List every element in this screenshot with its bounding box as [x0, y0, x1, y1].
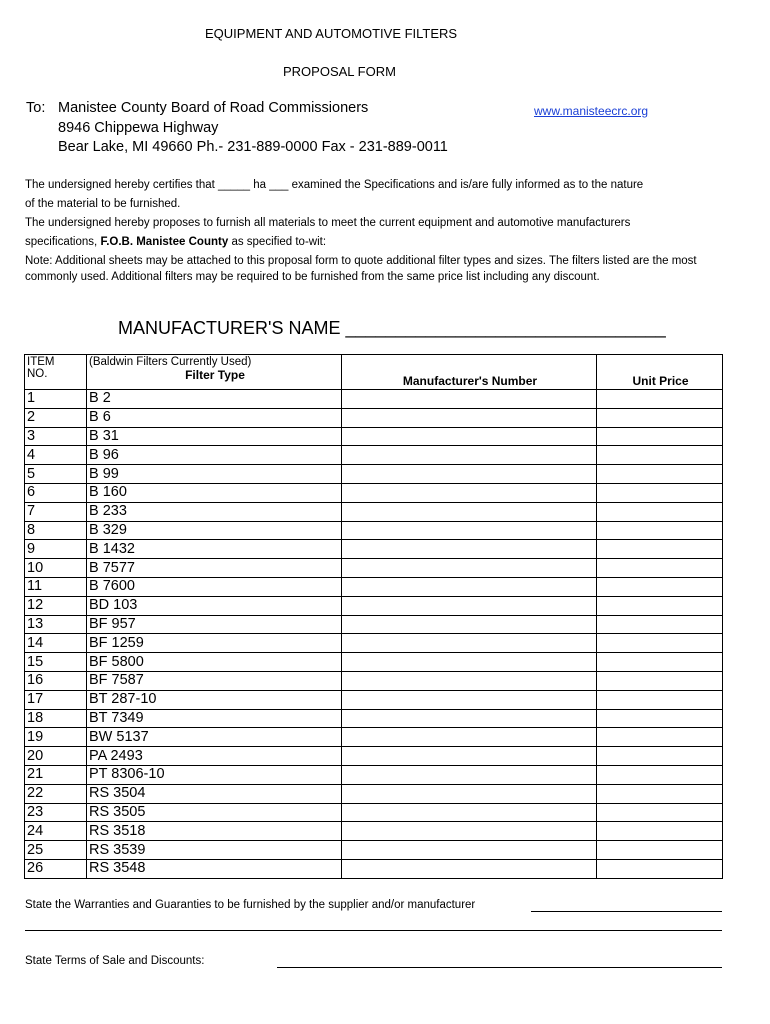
unit-price-cell[interactable]	[597, 859, 723, 878]
filter-type-cell: BF 957	[87, 615, 342, 634]
manufacturer-number-cell[interactable]	[342, 615, 597, 634]
table-row	[25, 559, 723, 578]
table-row	[25, 728, 723, 747]
to-label: To:	[26, 100, 46, 116]
table-row	[25, 709, 723, 728]
manufacturer-number-cell[interactable]	[342, 465, 597, 484]
filter-type-cell: RS 3539	[87, 841, 342, 860]
filter-type-cell: RS 3504	[87, 784, 342, 803]
filter-type-cell: B 96	[87, 446, 342, 465]
table-row	[25, 765, 723, 784]
table-row	[25, 427, 723, 446]
manufacturer-number-cell[interactable]	[342, 859, 597, 878]
unit-price-cell[interactable]	[597, 465, 723, 484]
table-row	[25, 483, 723, 502]
unit-price-cell[interactable]	[597, 728, 723, 747]
filter-table	[24, 354, 723, 879]
website-link[interactable]: www.manisteecrc.org	[534, 104, 649, 118]
filter-type-cell: BT 287-10	[87, 690, 342, 709]
unit-price-cell[interactable]	[597, 577, 723, 596]
table-row	[25, 446, 723, 465]
item-header-line2: NO.	[27, 368, 48, 380]
filter-type-cell: B 7577	[87, 559, 342, 578]
manufacturer-number-cell[interactable]	[342, 502, 597, 521]
manufacturer-number-cell[interactable]	[342, 559, 597, 578]
warranties-input-line-2[interactable]	[25, 930, 722, 931]
certify-text-2: of the material to be furnished.	[25, 198, 181, 210]
item-header-line1: ITEM	[27, 356, 55, 368]
manufacturer-number-cell[interactable]	[342, 728, 597, 747]
unit-price-cell[interactable]	[597, 765, 723, 784]
item-no-cell: 14	[25, 634, 87, 653]
manufacturer-number-cell[interactable]	[342, 765, 597, 784]
item-no-cell: 1	[25, 390, 87, 409]
unit-price-cell[interactable]	[597, 408, 723, 427]
propose-suffix: as specified to-wit:	[231, 236, 327, 248]
propose-text-2	[25, 234, 326, 250]
filter-type-cell: PT 8306-10	[87, 765, 342, 784]
table-row	[25, 859, 723, 878]
item-no-cell: 10	[25, 559, 87, 578]
filter-type-cell: B 329	[87, 521, 342, 540]
item-no-cell: 22	[25, 784, 87, 803]
filter-type-cell: BD 103	[87, 596, 342, 615]
unit-price-cell[interactable]	[597, 540, 723, 559]
item-no-cell: 18	[25, 709, 87, 728]
item-no-cell: 15	[25, 653, 87, 672]
item-no-cell: 11	[25, 577, 87, 596]
fob-terms: F.O.B. Manistee County	[100, 236, 229, 248]
item-no-cell: 26	[25, 859, 87, 878]
unit-price-cell[interactable]	[597, 615, 723, 634]
item-no-cell: 9	[25, 540, 87, 559]
manufacturer-number-cell[interactable]	[342, 483, 597, 502]
filter-type-cell: B 7600	[87, 577, 342, 596]
item-no-cell: 8	[25, 521, 87, 540]
table-row	[25, 390, 723, 409]
manufacturer-number-cell[interactable]	[342, 634, 597, 653]
filter-type-cell: B 99	[87, 465, 342, 484]
manufacturer-name-field[interactable]: MANUFACTURER'S NAME ________________________________	[118, 318, 666, 338]
table-row	[25, 784, 723, 803]
unit-price-cell[interactable]	[597, 803, 723, 822]
filter-type-cell: B 31	[87, 427, 342, 446]
unit-price-cell[interactable]	[597, 483, 723, 502]
propose-text-1: The undersigned hereby proposes to furnish all materials to meet the current equipment and automotive manufacturers	[25, 217, 631, 229]
unit-price-cell[interactable]	[597, 559, 723, 578]
warranties-label: State the Warranties and Guaranties to be furnished by the supplier and/or manufacturer	[25, 899, 476, 911]
form-title: EQUIPMENT AND AUTOMOTIVE FILTERS	[205, 26, 458, 41]
item-no-cell: 21	[25, 765, 87, 784]
manufacturer-number-cell[interactable]	[342, 427, 597, 446]
item-no-cell: 7	[25, 502, 87, 521]
item-no-cell: 23	[25, 803, 87, 822]
unit-price-cell[interactable]	[597, 841, 723, 860]
table-row	[25, 596, 723, 615]
table-row	[25, 690, 723, 709]
unit-price-cell[interactable]	[597, 634, 723, 653]
item-no-cell: 5	[25, 465, 87, 484]
recipient-city-phone: Bear Lake, MI 49660 Ph.- 231-889-0000 Fax - 231-889-0011	[58, 139, 448, 155]
filter-type-cell: RS 3548	[87, 859, 342, 878]
filter-type-cell: BW 5137	[87, 728, 342, 747]
filter-type-cell: B 160	[87, 483, 342, 502]
item-no-cell: 19	[25, 728, 87, 747]
manufacturer-number-cell[interactable]	[342, 784, 597, 803]
filter-type-cell: BF 7587	[87, 671, 342, 690]
filter-type-cell: RS 3518	[87, 822, 342, 841]
unit-price-cell[interactable]	[597, 747, 723, 766]
propose-prefix: specifications,	[25, 236, 98, 248]
table-row	[25, 671, 723, 690]
unit-price-cell[interactable]	[597, 653, 723, 672]
item-no-cell: 25	[25, 841, 87, 860]
manufacturer-number-cell[interactable]	[342, 596, 597, 615]
manufacturer-number-cell[interactable]	[342, 822, 597, 841]
item-no-header	[25, 355, 87, 390]
manufacturer-number-cell[interactable]	[342, 747, 597, 766]
terms-label: State Terms of Sale and Discounts:	[25, 955, 205, 967]
manufacturer-number-cell[interactable]	[342, 390, 597, 409]
unit-price-cell[interactable]	[597, 427, 723, 446]
unit-price-cell[interactable]	[597, 521, 723, 540]
filter-type-cell: B 1432	[87, 540, 342, 559]
unit-price-cell[interactable]	[597, 671, 723, 690]
table-row	[25, 653, 723, 672]
unit-price-cell[interactable]	[597, 784, 723, 803]
filter-type-cell: PA 2493	[87, 747, 342, 766]
filter-type-cell: B 2	[87, 390, 342, 409]
table-row	[25, 577, 723, 596]
table-row	[25, 747, 723, 766]
table-header-row	[25, 355, 723, 390]
filter-type-cell: BT 7349	[87, 709, 342, 728]
table-row	[25, 803, 723, 822]
recipient-name: Manistee County Board of Road Commissioners	[58, 100, 369, 116]
unit-price-header: Unit Price	[597, 355, 723, 390]
item-no-cell: 16	[25, 671, 87, 690]
filter-type-header-note: (Baldwin Filters Currently Used)	[89, 356, 252, 368]
table-row	[25, 540, 723, 559]
item-no-cell: 2	[25, 408, 87, 427]
table-row	[25, 841, 723, 860]
unit-price-cell[interactable]	[597, 390, 723, 409]
table-row	[25, 634, 723, 653]
unit-price-cell[interactable]	[597, 446, 723, 465]
warranties-input-line[interactable]	[531, 911, 722, 912]
manufacturer-number-cell[interactable]	[342, 540, 597, 559]
unit-price-cell[interactable]	[597, 709, 723, 728]
filter-type-cell: B 6	[87, 408, 342, 427]
table-row	[25, 465, 723, 484]
note-text: Note: Additional sheets may be attached to this proposal form to quote additional filter types and sizes. The filters listed are the most commonly used. Additional filters may be required to be furnished from the same price list including any discount.	[25, 255, 697, 283]
item-no-cell: 13	[25, 615, 87, 634]
filter-type-header	[87, 355, 342, 390]
unit-price-cell[interactable]	[597, 596, 723, 615]
manufacturer-number-cell[interactable]	[342, 709, 597, 728]
filter-type-cell: BF 5800	[87, 653, 342, 672]
manufacturer-number-cell[interactable]	[342, 803, 597, 822]
item-no-cell: 20	[25, 747, 87, 766]
item-no-cell: 12	[25, 596, 87, 615]
item-no-cell: 6	[25, 483, 87, 502]
manufacturer-number-cell[interactable]	[342, 408, 597, 427]
table-row	[25, 615, 723, 634]
manufacturer-number-cell[interactable]	[342, 446, 597, 465]
filter-type-cell: BF 1259	[87, 634, 342, 653]
table-row	[25, 502, 723, 521]
filter-type-cell: RS 3505	[87, 803, 342, 822]
item-no-cell: 4	[25, 446, 87, 465]
item-no-cell: 17	[25, 690, 87, 709]
unit-price-cell[interactable]	[597, 502, 723, 521]
certify-text-1: The undersigned hereby certifies that _____ ha ___ examined the Specifications and is/are fully informed as to the nature	[25, 179, 644, 191]
filter-type-cell: B 233	[87, 502, 342, 521]
manufacturer-number-cell[interactable]	[342, 690, 597, 709]
manufacturer-number-cell[interactable]	[342, 577, 597, 596]
filter-type-header-label: Filter Type	[185, 368, 245, 382]
recipient-street: 8946 Chippewa Highway	[58, 120, 219, 136]
item-no-cell: 3	[25, 427, 87, 446]
form-subtitle: PROPOSAL FORM	[283, 64, 396, 79]
manufacturer-number-cell[interactable]	[342, 671, 597, 690]
table-row	[25, 408, 723, 427]
unit-price-cell[interactable]	[597, 822, 723, 841]
unit-price-cell[interactable]	[597, 690, 723, 709]
manufacturer-number-cell[interactable]	[342, 841, 597, 860]
table-row	[25, 822, 723, 841]
manufacturer-number-cell[interactable]	[342, 653, 597, 672]
item-no-cell: 24	[25, 822, 87, 841]
manufacturer-number-cell[interactable]	[342, 521, 597, 540]
table-row	[25, 521, 723, 540]
terms-input-line[interactable]	[277, 967, 722, 968]
manufacturer-number-header: Manufacturer's Number	[342, 355, 597, 390]
